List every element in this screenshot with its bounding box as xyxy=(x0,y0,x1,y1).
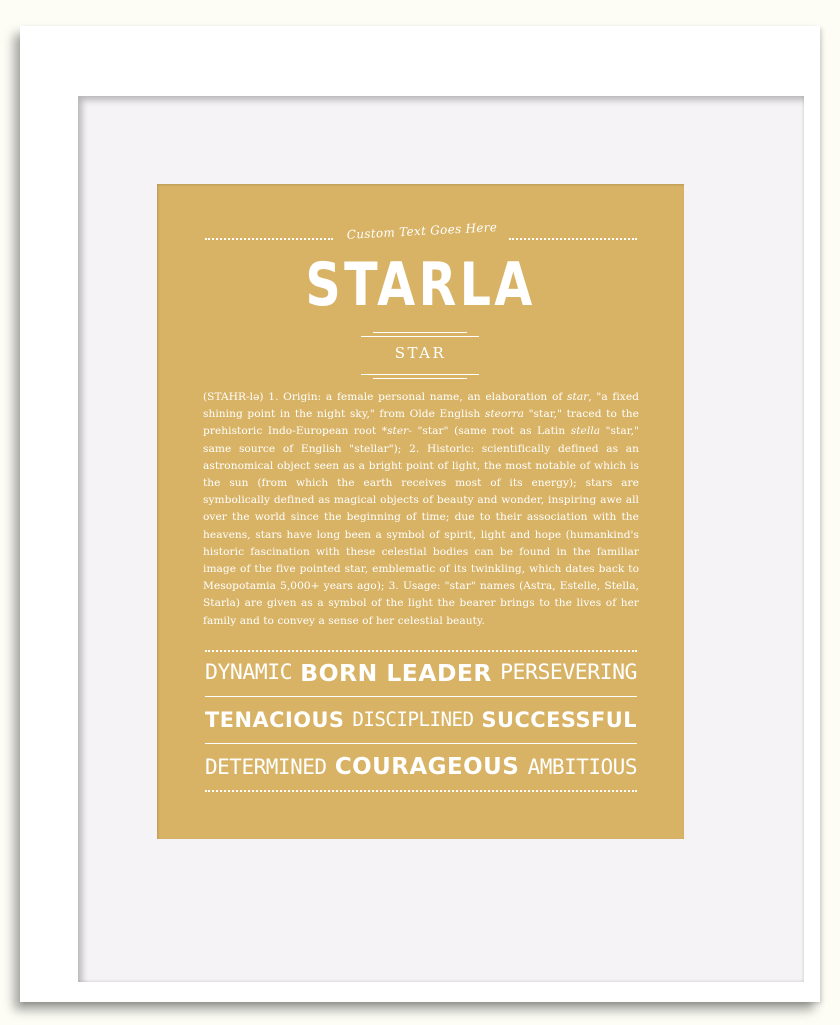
trait-row-1 xyxy=(205,656,637,690)
definition-italic-term: stella xyxy=(570,425,601,438)
trait-word: SUCCESSFUL xyxy=(481,708,637,732)
trait-word: DISCIPLINED xyxy=(352,708,474,731)
trait-word: BORN LEADER xyxy=(300,659,492,687)
custom-text: Custom Text Goes Here xyxy=(346,220,498,242)
definition-segment: "star" (same root as Latin xyxy=(411,425,571,438)
trait-word: TENACIOUS xyxy=(205,708,345,732)
definition-segment: , "a fixed shining point in the night sky," from Olde English xyxy=(203,391,639,421)
trait-word: DYNAMIC xyxy=(205,660,293,685)
definition-segment: "star," same source of English "stellar"); 2. Historic: scientifically defined as an astronomical object seen as a bright point of light, the most notable of which is the sun (from which the earth receives most of its energy); stars are symbolically defined as magical objects of beauty and wonder, inspiring awe all over the world since the beginning of time; due to their association with the heavens, stars have long been a symbol of spirit, light and hope (humankind's historic fascination with these celestial bodies can be found in the familiar image of the five pointed star, emblematic of its twinkling, which dates back to Mesopotamia 5,000+ years ago); 3. Usage: "star" names (Astra, Estelle, Stella, Starla) are given as a symbol of the light the bearer brings to the lives of her family and to convey a sense of her celestial beauty. xyxy=(203,425,639,627)
trait-word: DETERMINED xyxy=(205,754,327,779)
trait-word: AMBITIOUS xyxy=(527,754,637,779)
definition-segment: "star," traced to the prehistoric Indo-European root xyxy=(203,408,639,438)
rule-bottom-1 xyxy=(361,374,479,375)
definition-segment: (STAHR-lə) 1. Origin: a female personal name, an elaboration of xyxy=(203,391,568,403)
rule-top-1 xyxy=(373,332,467,333)
trait-word: COURAGEOUS xyxy=(334,754,520,780)
name-meaning: STAR xyxy=(394,344,447,362)
dotted-divider-right xyxy=(509,238,637,240)
dotted-divider-left xyxy=(205,238,333,240)
trait-row-divider-2 xyxy=(205,743,637,744)
definition-italic-term: *ster- xyxy=(381,425,412,438)
trait-row-2 xyxy=(205,703,637,737)
rule-top-2 xyxy=(361,336,479,337)
definition-text xyxy=(203,389,639,630)
definition-italic-term: steorra xyxy=(484,408,525,421)
dotted-divider-traits-top xyxy=(205,650,637,652)
name-title: STARLA xyxy=(305,250,536,320)
definition-italic-term: star xyxy=(567,391,589,403)
dotted-divider-traits-bottom xyxy=(205,790,637,792)
trait-row-divider-1 xyxy=(205,696,637,697)
trait-word: PERSEVERING xyxy=(500,660,637,685)
trait-row-3 xyxy=(205,750,637,784)
rule-bottom-2 xyxy=(373,378,467,379)
name-print xyxy=(157,184,684,839)
